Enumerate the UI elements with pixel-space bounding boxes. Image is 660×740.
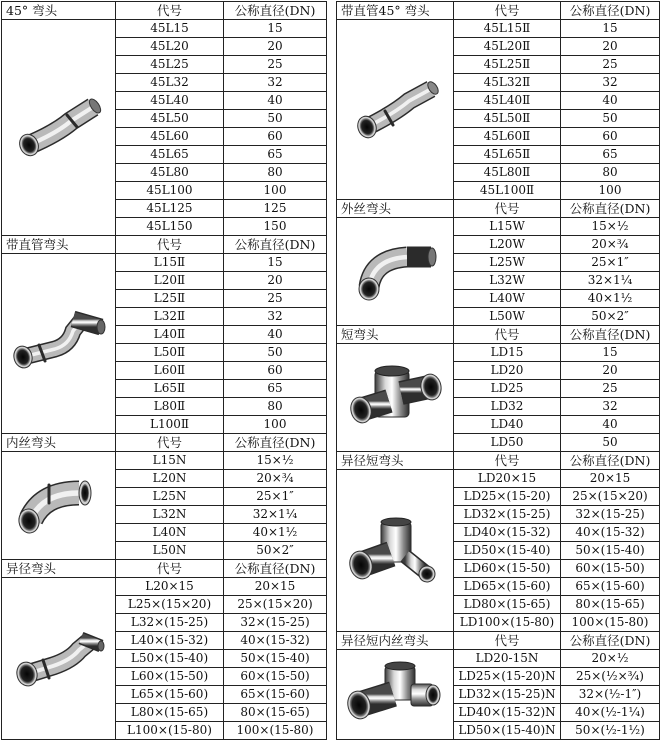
elbow-45-fitting-illustration <box>9 93 109 163</box>
fitting-image-cell <box>337 218 454 326</box>
nominal-diameter-cell: 50 <box>561 110 660 128</box>
model-code-cell: LD40×(15-32)N <box>454 704 561 722</box>
model-code-cell: LD40 <box>454 416 561 434</box>
section-title: 带直管弯头 <box>2 236 116 254</box>
nominal-diameter-cell: 60×(15-50) <box>561 560 660 578</box>
nominal-diameter-cell: 65 <box>224 146 327 164</box>
model-code-cell: L40W <box>454 290 561 308</box>
fitting-image-cell <box>2 578 116 740</box>
right-spec-table <box>336 1 660 740</box>
nominal-diameter-cell: 50×2″ <box>561 308 660 326</box>
nominal-diameter-cell: 100 <box>561 182 660 200</box>
model-code-cell: LD50×(15-40) <box>454 542 561 560</box>
model-code-cell: 45L50Ⅱ <box>454 110 561 128</box>
fitting-image-cell <box>2 254 116 434</box>
model-code-cell: LD32 <box>454 398 561 416</box>
section-title: 异径短弯头 <box>337 452 454 470</box>
model-code-cell: L100Ⅱ <box>116 416 224 434</box>
diameter-column-header: 公称直径(DN) <box>561 452 660 470</box>
table-row <box>337 650 660 668</box>
model-code-cell: L50×(15-40) <box>116 650 224 668</box>
nominal-diameter-cell: 65×(15-60) <box>224 686 327 704</box>
model-code-cell: 45L15Ⅱ <box>454 20 561 38</box>
nominal-diameter-cell: 40 <box>561 416 660 434</box>
model-code-cell: 45L15 <box>116 20 224 38</box>
section-header-row <box>2 2 327 20</box>
nominal-diameter-cell: 60 <box>224 362 327 380</box>
table-row <box>2 452 327 470</box>
nominal-diameter-cell: 20×15 <box>561 470 660 488</box>
model-code-cell: 45L20Ⅱ <box>454 38 561 56</box>
diameter-column-header: 公称直径(DN) <box>561 2 660 20</box>
model-code-cell: L60×(15-50) <box>116 668 224 686</box>
section-title: 外丝弯头 <box>337 200 454 218</box>
model-code-cell: L65Ⅱ <box>116 380 224 398</box>
model-code-cell: 45L100 <box>116 182 224 200</box>
model-code-cell: L32×(15-25) <box>116 614 224 632</box>
model-code-cell: LD80×(15-65) <box>454 596 561 614</box>
nominal-diameter-cell: 40×(½-1¼) <box>561 704 660 722</box>
table-row <box>337 218 660 236</box>
model-code-cell: L15Ⅱ <box>116 254 224 272</box>
table-row <box>2 578 327 596</box>
elbow-45-with-pipe-illustration <box>345 75 445 145</box>
code-column-header: 代号 <box>116 2 224 20</box>
nominal-diameter-cell: 40×(15-32) <box>224 632 327 650</box>
table-row <box>337 344 660 362</box>
diameter-column-header: 公称直径(DN) <box>224 2 327 20</box>
right-column <box>336 1 659 740</box>
model-code-cell: 45L32 <box>116 74 224 92</box>
nominal-diameter-cell: 32 <box>224 308 327 326</box>
nominal-diameter-cell: 15 <box>561 344 660 362</box>
model-code-cell: L60Ⅱ <box>116 362 224 380</box>
nominal-diameter-cell: 25×(15×20) <box>561 488 660 506</box>
model-code-cell: L15W <box>454 218 561 236</box>
nominal-diameter-cell: 25 <box>224 56 327 74</box>
nominal-diameter-cell: 80×(15-65) <box>224 704 327 722</box>
section-title: 带直管45° 弯头 <box>337 2 454 20</box>
nominal-diameter-cell: 40×1½ <box>561 290 660 308</box>
model-code-cell: LD32×(15-25)N <box>454 686 561 704</box>
nominal-diameter-cell: 100×(15-80) <box>224 722 327 740</box>
model-code-cell: L40N <box>116 524 224 542</box>
model-code-cell: L25N <box>116 488 224 506</box>
elbow-90-with-pipe-illustration <box>9 309 109 379</box>
fitting-image-cell <box>2 452 116 560</box>
code-column-header: 代号 <box>116 434 224 452</box>
nominal-diameter-cell: 100 <box>224 182 327 200</box>
model-code-cell: 45L50 <box>116 110 224 128</box>
model-code-cell: 45L80Ⅱ <box>454 164 561 182</box>
model-code-cell: L50W <box>454 308 561 326</box>
nominal-diameter-cell: 32 <box>224 74 327 92</box>
code-column-header: 代号 <box>454 452 561 470</box>
table-row <box>337 470 660 488</box>
model-code-cell: LD65×(15-60) <box>454 578 561 596</box>
model-code-cell: 45L60Ⅱ <box>454 128 561 146</box>
nominal-diameter-cell: 80×(15-65) <box>561 596 660 614</box>
fitting-image-cell <box>337 650 454 740</box>
model-code-cell: L32Ⅱ <box>116 308 224 326</box>
fitting-image-cell <box>337 344 454 452</box>
model-code-cell: L50Ⅱ <box>116 344 224 362</box>
nominal-diameter-cell: 60 <box>561 128 660 146</box>
nominal-diameter-cell: 60×(15-50) <box>224 668 327 686</box>
model-code-cell: LD50 <box>454 434 561 452</box>
nominal-diameter-cell: 40 <box>224 92 327 110</box>
nominal-diameter-cell: 20×¾ <box>224 470 327 488</box>
model-code-cell: L20×15 <box>116 578 224 596</box>
model-code-cell: LD15 <box>454 344 561 362</box>
section-title: 短弯头 <box>337 326 454 344</box>
section-header-row <box>2 236 327 254</box>
nominal-diameter-cell: 20 <box>224 38 327 56</box>
nominal-diameter-cell: 50×(15-40) <box>224 650 327 668</box>
nominal-diameter-cell: 32×(15-25) <box>561 506 660 524</box>
diameter-column-header: 公称直径(DN) <box>561 326 660 344</box>
nominal-diameter-cell: 80 <box>561 164 660 182</box>
fitting-image-cell <box>337 20 454 200</box>
model-code-cell: L20N <box>116 470 224 488</box>
model-code-cell: 45L60 <box>116 128 224 146</box>
model-code-cell: 45L150 <box>116 218 224 236</box>
left-column <box>1 1 326 740</box>
nominal-diameter-cell: 65×(15-60) <box>561 578 660 596</box>
section-header-row <box>337 326 660 344</box>
diameter-column-header: 公称直径(DN) <box>224 560 327 578</box>
model-code-cell: L80×(15-65) <box>116 704 224 722</box>
model-code-cell: L25W <box>454 254 561 272</box>
nominal-diameter-cell: 15 <box>224 20 327 38</box>
model-code-cell: 45L65 <box>116 146 224 164</box>
section-header-row <box>337 632 660 650</box>
nominal-diameter-cell: 50×(15-40) <box>561 542 660 560</box>
section-header-row <box>337 2 660 20</box>
table-row <box>2 254 327 272</box>
nominal-diameter-cell: 32×1¼ <box>224 506 327 524</box>
nominal-diameter-cell: 15 <box>224 254 327 272</box>
section-title: 异径短内丝弯头 <box>337 632 454 650</box>
code-column-header: 代号 <box>116 560 224 578</box>
diameter-column-header: 公称直径(DN) <box>561 632 660 650</box>
model-code-cell: L100×(15-80) <box>116 722 224 740</box>
left-spec-table <box>1 1 327 740</box>
nominal-diameter-cell: 15 <box>561 20 660 38</box>
nominal-diameter-cell: 125 <box>224 200 327 218</box>
model-code-cell: 45L40Ⅱ <box>454 92 561 110</box>
model-code-cell: L80Ⅱ <box>116 398 224 416</box>
model-code-cell: L65×(15-60) <box>116 686 224 704</box>
model-code-cell: L20W <box>454 236 561 254</box>
nominal-diameter-cell: 32 <box>561 74 660 92</box>
model-code-cell: 45L20 <box>116 38 224 56</box>
male-thread-elbow-illustration <box>345 237 445 307</box>
reducing-elbow-illustration <box>9 624 109 694</box>
section-header-row <box>337 200 660 218</box>
fitting-image-cell <box>2 20 116 236</box>
nominal-diameter-cell: 40 <box>224 326 327 344</box>
nominal-diameter-cell: 80 <box>224 164 327 182</box>
nominal-diameter-cell: 32×1¼ <box>561 272 660 290</box>
model-code-cell: 45L32Ⅱ <box>454 74 561 92</box>
nominal-diameter-cell: 100 <box>224 416 327 434</box>
model-code-cell: 45L40 <box>116 92 224 110</box>
nominal-diameter-cell: 80 <box>224 398 327 416</box>
nominal-diameter-cell: 15×½ <box>224 452 327 470</box>
nominal-diameter-cell: 25 <box>561 56 660 74</box>
model-code-cell: LD40×(15-32) <box>454 524 561 542</box>
fitting-image-cell <box>337 470 454 632</box>
nominal-diameter-cell: 50×(½-1½) <box>561 722 660 740</box>
nominal-diameter-cell: 25×(15×20) <box>224 596 327 614</box>
short-elbow-illustration <box>345 363 445 433</box>
nominal-diameter-cell: 32 <box>561 398 660 416</box>
model-code-cell: L15N <box>116 452 224 470</box>
nominal-diameter-cell: 25×1″ <box>224 488 327 506</box>
nominal-diameter-cell: 25×1″ <box>561 254 660 272</box>
section-header-row <box>2 560 327 578</box>
code-column-header: 代号 <box>454 2 561 20</box>
nominal-diameter-cell: 100×(15-80) <box>561 614 660 632</box>
model-code-cell: L25×(15×20) <box>116 596 224 614</box>
table-row <box>2 20 327 38</box>
section-header-row <box>2 434 327 452</box>
code-column-header: 代号 <box>116 236 224 254</box>
table-row <box>337 20 660 38</box>
nominal-diameter-cell: 20 <box>561 362 660 380</box>
nominal-diameter-cell: 32×(15-25) <box>224 614 327 632</box>
reducing-short-female-elbow-illustration <box>345 660 445 730</box>
model-code-cell: LD20 <box>454 362 561 380</box>
nominal-diameter-cell: 50 <box>561 434 660 452</box>
nominal-diameter-cell: 20 <box>224 272 327 290</box>
nominal-diameter-cell: 25 <box>224 290 327 308</box>
nominal-diameter-cell: 50 <box>224 344 327 362</box>
nominal-diameter-cell: 50×2″ <box>224 542 327 560</box>
diameter-column-header: 公称直径(DN) <box>224 236 327 254</box>
code-column-header: 代号 <box>454 632 561 650</box>
model-code-cell: L50N <box>116 542 224 560</box>
model-code-cell: LD20×15 <box>454 470 561 488</box>
code-column-header: 代号 <box>454 326 561 344</box>
model-code-cell: LD50×(15-40)N <box>454 722 561 740</box>
code-column-header: 代号 <box>454 200 561 218</box>
model-code-cell: L32W <box>454 272 561 290</box>
female-thread-elbow-illustration <box>9 471 109 541</box>
nominal-diameter-cell: 60 <box>224 128 327 146</box>
model-code-cell: LD25 <box>454 380 561 398</box>
nominal-diameter-cell: 40 <box>561 92 660 110</box>
nominal-diameter-cell: 15×½ <box>561 218 660 236</box>
model-code-cell: LD25×(15-20) <box>454 488 561 506</box>
section-title: 异径弯头 <box>2 560 116 578</box>
nominal-diameter-cell: 65 <box>224 380 327 398</box>
model-code-cell: L25Ⅱ <box>116 290 224 308</box>
model-code-cell: 45L125 <box>116 200 224 218</box>
model-code-cell: LD32×(15-25) <box>454 506 561 524</box>
nominal-diameter-cell: 25 <box>561 380 660 398</box>
model-code-cell: 45L25 <box>116 56 224 74</box>
nominal-diameter-cell: 20×½ <box>561 650 660 668</box>
nominal-diameter-cell: 40×(15-32) <box>561 524 660 542</box>
nominal-diameter-cell: 32×(½-1″) <box>561 686 660 704</box>
model-code-cell: 45L65Ⅱ <box>454 146 561 164</box>
model-code-cell: L32N <box>116 506 224 524</box>
model-code-cell: 45L80 <box>116 164 224 182</box>
nominal-diameter-cell: 40×1½ <box>224 524 327 542</box>
nominal-diameter-cell: 50 <box>224 110 327 128</box>
nominal-diameter-cell: 20 <box>561 38 660 56</box>
diameter-column-header: 公称直径(DN) <box>224 434 327 452</box>
model-code-cell: LD60×(15-50) <box>454 560 561 578</box>
model-code-cell: 45L25Ⅱ <box>454 56 561 74</box>
nominal-diameter-cell: 65 <box>561 146 660 164</box>
nominal-diameter-cell: 20×15 <box>224 578 327 596</box>
reducing-short-elbow-illustration <box>345 516 445 586</box>
model-code-cell: 45L100Ⅱ <box>454 182 561 200</box>
diameter-column-header: 公称直径(DN) <box>561 200 660 218</box>
model-code-cell: LD100×(15-80) <box>454 614 561 632</box>
model-code-cell: L40×(15-32) <box>116 632 224 650</box>
model-code-cell: LD25×(15-20)N <box>454 668 561 686</box>
section-title: 内丝弯头 <box>2 434 116 452</box>
model-code-cell: LD20-15N <box>454 650 561 668</box>
nominal-diameter-cell: 150 <box>224 218 327 236</box>
model-code-cell: L40Ⅱ <box>116 326 224 344</box>
section-header-row <box>337 452 660 470</box>
nominal-diameter-cell: 25×(½×¾) <box>561 668 660 686</box>
nominal-diameter-cell: 20×¾ <box>561 236 660 254</box>
section-title: 45° 弯头 <box>2 2 116 20</box>
model-code-cell: L20Ⅱ <box>116 272 224 290</box>
